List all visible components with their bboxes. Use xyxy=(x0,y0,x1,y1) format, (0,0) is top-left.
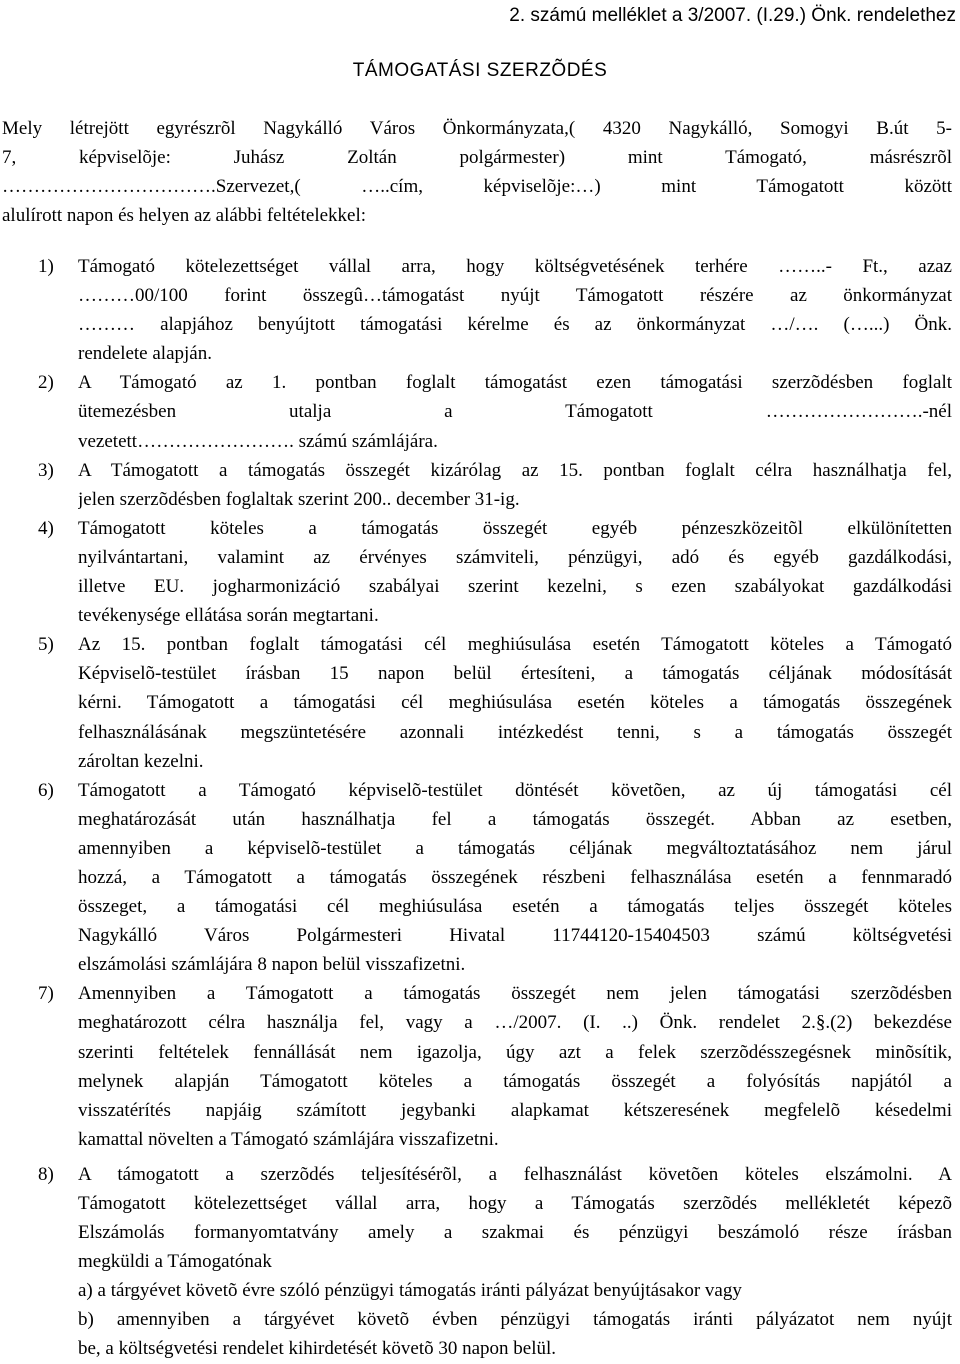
clause-line: szerinti feltételek fennállását nem igazolja, úgy azt a felek szerzõdésszegésnek minõsítik, xyxy=(78,1041,952,1063)
clause-line: jelen szerzõdésben foglaltak szerint 200.. december 31-ig. xyxy=(78,488,520,510)
clause-line: be, a költségvetési rendelet kihirdetését követõ 30 napon belül. xyxy=(78,1338,557,1360)
clause-line: amennyiben a képviselõ-testület a támogatás céljának megváltoztatásához nem járul xyxy=(78,837,952,859)
clause-line: Az 15. pontban foglalt támogatási cél meghiúsulása esetén Támogatott köteles a Támogató xyxy=(78,634,952,656)
clause-number: 8) xyxy=(38,1163,54,1185)
clause-number: 6) xyxy=(38,779,54,801)
clause-text xyxy=(78,514,952,630)
clause-number: 5) xyxy=(38,634,54,656)
clause-line: ……… alapjához benyújtott támogatási kérelme és az önkormányzat …/…. (…...) Önk. xyxy=(78,314,952,336)
clause-line: kérni. Támogatott a támogatási cél meghiúsulása esetén köteles a támogatás összegének xyxy=(78,692,952,714)
clause-number: 7) xyxy=(38,983,54,1005)
clause-text xyxy=(78,252,952,368)
preamble-line: 7, képviselõje: Juhász Zoltán polgármester) mint Támogató, másrészrõl xyxy=(2,147,952,168)
clause-line: kamattal növelten a Támogató számlájára visszafizetni. xyxy=(78,1128,499,1150)
contract-clauses xyxy=(38,252,952,1364)
clause-text xyxy=(78,456,952,514)
clause-8 xyxy=(38,1160,952,1364)
clause-line: ütemezésben utalja a Támogatott …………………….-nél xyxy=(78,401,952,423)
clause-number: 3) xyxy=(38,459,54,481)
clause-line: vezetett……………………. számú számlájára. xyxy=(78,430,438,452)
clause-line: meghatározását után használhatja fel a támogatás összegét. Abban az esetben, xyxy=(78,808,952,830)
clause-line: illetve EU. jogharmonizáció szabályai szerint kezelni, s ezen szabályokat gazdálkodási xyxy=(78,576,952,598)
clause-text xyxy=(78,368,952,455)
clause-line: megküldi a Támogatónak xyxy=(78,1251,272,1273)
clause-line: elszámolási számlájára 8 napon belül visszafizetni. xyxy=(78,954,466,976)
clause-text xyxy=(78,776,952,980)
clause-text xyxy=(78,630,952,775)
clause-1 xyxy=(38,252,952,368)
clause-number: 2) xyxy=(38,372,54,394)
clause-line: zároltan kezelni. xyxy=(78,750,204,772)
clause-line: rendelete alapján. xyxy=(78,343,212,365)
clause-line: felhasználásának megszüntetésére azonnali intézkedést tenni, s a támogatás összegét xyxy=(78,721,952,743)
clause-line: Támogatott a Támogató képviselõ-testület döntését követõen, az új támogatási cél xyxy=(78,779,952,801)
clause-number: 1) xyxy=(38,256,54,277)
clause-line: nyilvántartani, valamint az érvényes számviteli, pénzügyi, adó és egyéb gazdálkodási, xyxy=(78,546,952,568)
clause-line: A támogatott a szerzõdés teljesítésérõl, a felhasználást követõen köteles elszámolni. A xyxy=(78,1163,952,1185)
clause-line: b) amennyiben a tárgyévet követõ évben pénzügyi támogatás iránti pályázatot nem nyújt xyxy=(78,1309,952,1331)
clause-line: Képviselõ-testület írásban 15 napon belül értesíteni, a támogatás céljának módosítását xyxy=(78,663,952,685)
clause-7 xyxy=(38,979,952,1154)
clause-line: hozzá, a Támogatott a támogatás összegének részbeni felhasználása esetén a fennmaradó xyxy=(78,866,952,888)
clause-4 xyxy=(38,514,952,630)
annex-note: 2. számú melléklet a 3/2007. (I.29.) Önk. rendelethez xyxy=(509,5,956,26)
clause-3 xyxy=(38,456,952,514)
clause-line: A Támogató az 1. pontban foglalt támogatást ezen támogatási szerzõdésben foglalt xyxy=(78,372,952,394)
clause-line: meghatározott célra használja fel, vagy a …/2007. (I. ..) Önk. rendelet 2.§.(2) bekezdése xyxy=(78,1012,952,1034)
clause-line: A Támogatott a támogatás összegét kizárólag az 15. pontban foglalt célra használhatja fel, xyxy=(78,459,952,481)
preamble-line: alulírott napon és helyen az alábbi feltételekkel: xyxy=(2,205,367,226)
clause-line: ………00/100 forint összegû…támogatást nyújt Támogatott részére az önkormányzat xyxy=(78,285,952,307)
clause-number: 4) xyxy=(38,517,54,539)
clause-line: visszatérítés napjáig számított jegybanki alapkamat kétszeresének megfelelõ késedelmi xyxy=(78,1099,952,1121)
clause-6 xyxy=(38,776,952,980)
preamble xyxy=(2,114,952,230)
clause-line: Nagykálló Város Polgármesteri Hivatal 11744120-15404503 számú költségvetési xyxy=(78,925,952,947)
clause-text xyxy=(78,979,952,1154)
clause-line: összeget, a támogatási cél meghiúsulása esetén a támogatás teljes összegét köteles xyxy=(78,896,952,918)
clause-text xyxy=(78,1160,952,1364)
clause-line: a) a tárgyévet követõ évre szóló pénzügyi támogatás iránti pályázat benyújtásakor vagy xyxy=(78,1280,742,1302)
clause-5 xyxy=(38,630,952,775)
clause-line: Támogatott kötelezettséget vállal arra, hogy a Támogatás szerzõdés mellékletét képezõ xyxy=(78,1193,952,1214)
clause-line: tevékenysége ellátása során megtartani. xyxy=(78,605,379,627)
clause-line: Támogató kötelezettséget vállal arra, hogy költségvetésének terhére ……..- Ft., azaz xyxy=(78,256,952,277)
clause-2 xyxy=(38,368,952,455)
clause-line: Amennyiben a Támogatott a támogatás összegét nem jelen támogatási szerzõdésben xyxy=(78,983,952,1005)
clause-line: Támogatott köteles a támogatás összegét egyéb pénzeszközeitõl elkülönítetten xyxy=(78,517,952,539)
preamble-line: …………………………….Szervezet,( …..cím, képviselõje:…) mint Támogatott között xyxy=(2,176,952,197)
document-title: TÁMOGATÁSI SZERZÕDÉS xyxy=(352,60,608,81)
clause-line: Elszámolás formanyomtatvány amely a szakmai és pénzügyi beszámoló része írásban xyxy=(78,1222,952,1244)
preamble-line: Mely létrejött egyrészrõl Nagykálló Város Önkormányzata,( 4320 Nagykálló, Somogyi B.út 5- xyxy=(2,118,952,139)
clause-line: melynek alapján Támogatott köteles a támogatás összegét a folyósítás napjától a xyxy=(78,1070,952,1092)
